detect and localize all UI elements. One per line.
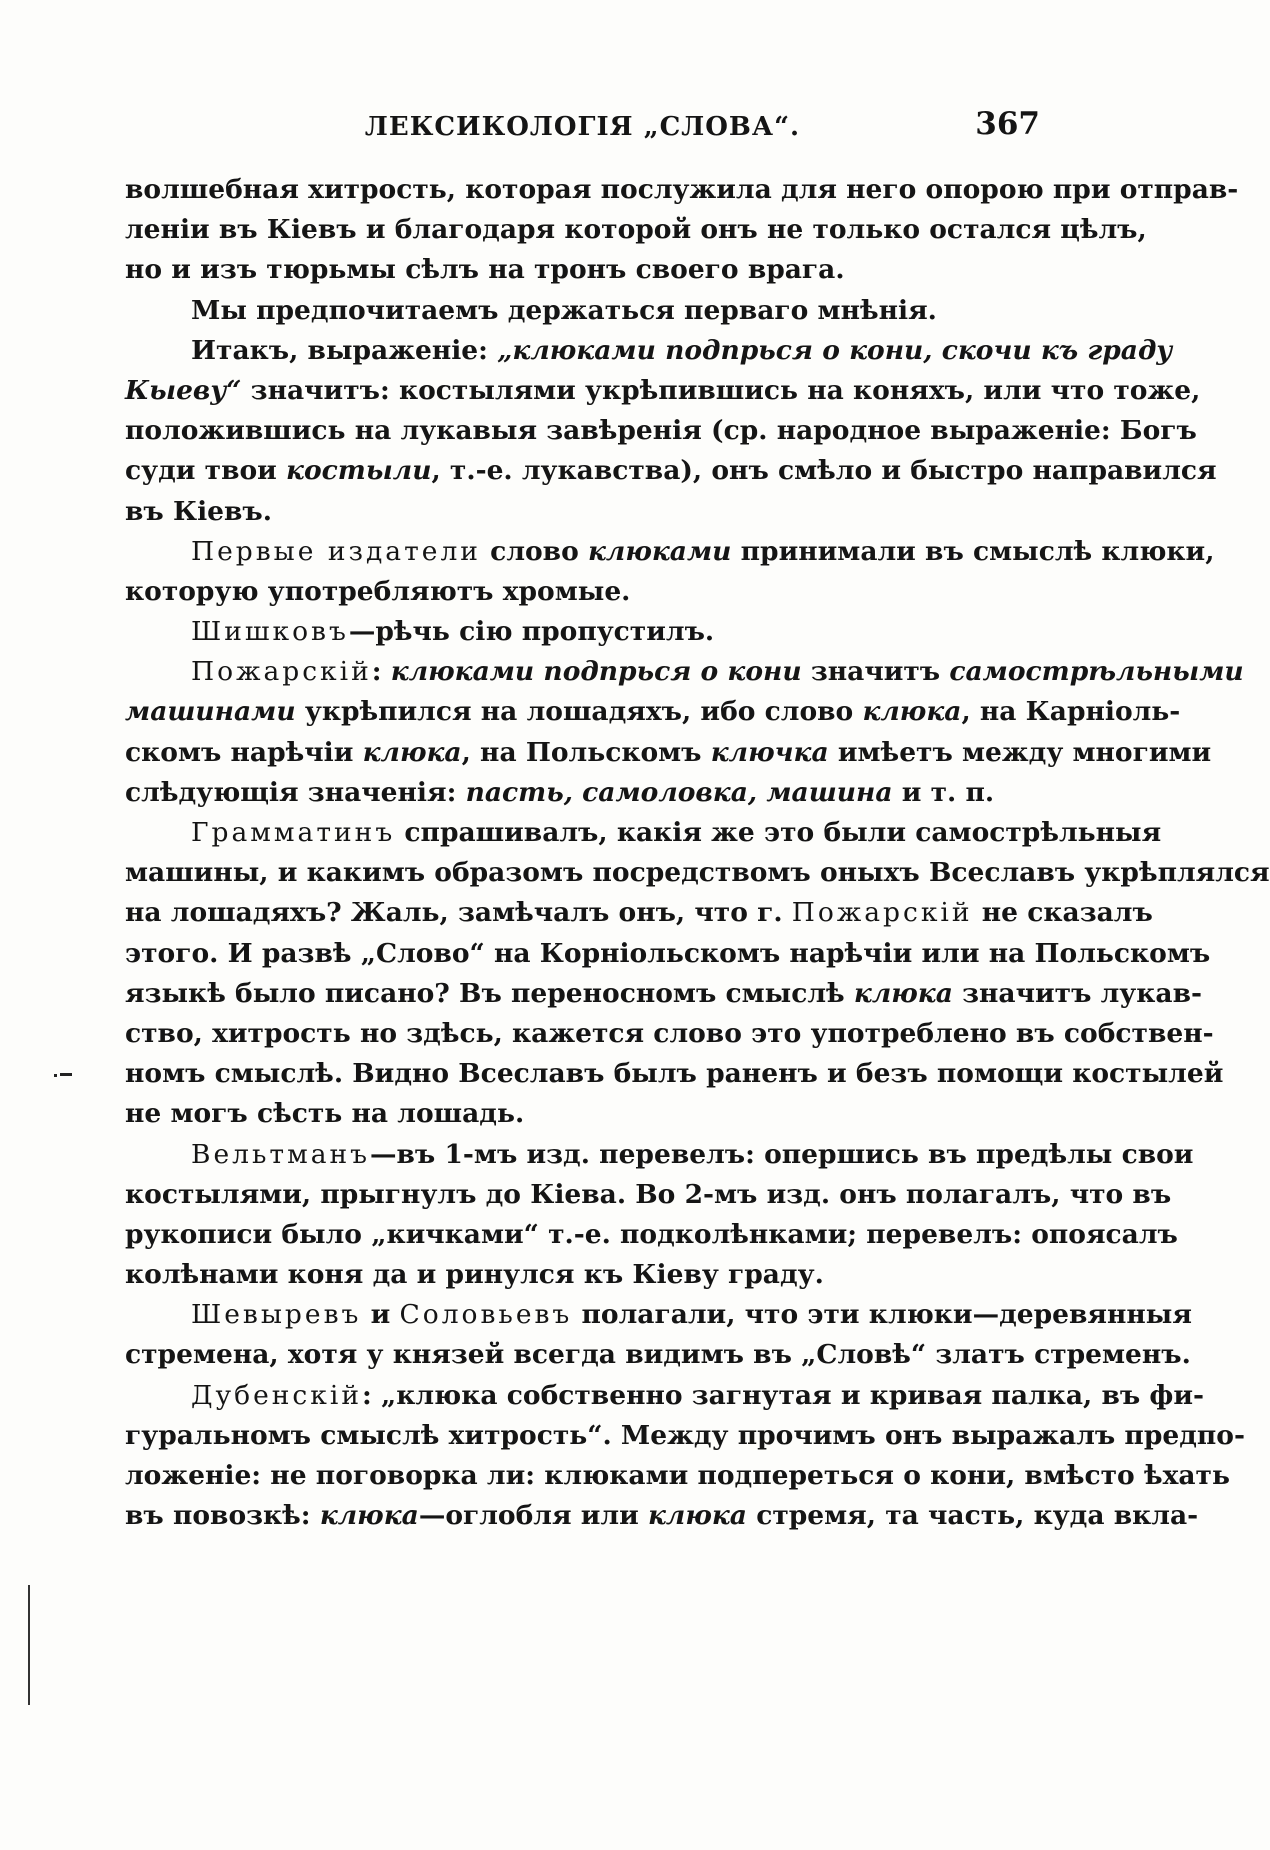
text-line: Итакъ, выраженіе: „клюками подпрься о кони, скочи къ граду: [191, 334, 1173, 366]
text-line: рукописи было „кичками“ т.-е. подколѣнками; перевелъ: опоясалъ: [125, 1218, 1178, 1250]
text-line: суди твои костыли, т.-е. лукавства), онъ смѣло и быстро направился: [125, 455, 1217, 487]
text-line: леніи въ Кіевъ и благодаря которой онъ не только остался цѣлъ,: [125, 214, 1147, 246]
text-line: на лошадяхъ? Жаль, замѣчалъ онъ, что г. Пожарскій не сказалъ: [125, 897, 1153, 929]
text-line: Дубенскій: „клюка собственно загнутая и кривая палка, въ фи-: [191, 1379, 1204, 1411]
text-line: машинами укрѣпился на лошадяхъ, ибо слово клюка, на Карніоль-: [125, 696, 1181, 728]
text-line: Шевыревъ и Соловьевъ полагали, что эти клюки—деревянныя: [191, 1299, 1192, 1331]
text-line: въ Кіевъ.: [125, 495, 272, 527]
text-line: слѣдующія значенія: пасть, самоловка, машина и т. п.: [125, 776, 995, 808]
text-line: Шишковъ—рѣчь сію пропустилъ.: [191, 616, 715, 648]
text-line: этого. И развѣ „Слово“ на Корніольскомъ нарѣчіи или на Польскомъ: [125, 937, 1211, 969]
text-line: костылями, прыгнулъ до Кіева. Во 2-мъ изд. онъ полагалъ, что въ: [125, 1178, 1172, 1210]
text-line: положившись на лукавыя завѣренія (ср. народное выраженіе: Богъ: [125, 415, 1197, 447]
text-line: въ повозкѣ: клюка—оглобля или клюка стремя, та часть, куда вкла-: [125, 1500, 1199, 1532]
text-line: не могъ сѣсть на лошадь.: [125, 1098, 525, 1130]
page-number: 367: [975, 106, 1040, 142]
text-line: но и изъ тюрьмы сѣлъ на тронъ своего врага.: [125, 254, 845, 286]
text-line: которую употребляютъ хромые.: [125, 575, 631, 607]
text-line: стремена, хотя у князей всегда видимъ въ „Словѣ“ златъ стременъ.: [125, 1339, 1191, 1371]
margin-mark-dash: [60, 1073, 72, 1076]
text-line: Вельтманъ—въ 1-мъ изд. перевелъ: опершись въ предѣлы свои: [191, 1138, 1194, 1170]
text-line: Кыеву“ значитъ: костылями укрѣпившись на коняхъ, или что тоже,: [125, 374, 1201, 406]
text-line: Мы предпочитаемъ держаться перваго мнѣнія.: [191, 294, 937, 326]
text-line: машины, и какимъ образомъ посредствомъ оныхъ Всеславъ укрѣплялся: [125, 857, 1270, 889]
margin-mark-line: [28, 1585, 30, 1705]
text-line: Пожарскій: клюками подпрься о кони значитъ самострѣльными: [191, 656, 1244, 688]
text-line: Грамматинъ спрашивалъ, какія же это были самострѣльныя: [191, 817, 1162, 848]
text-line: скомъ нарѣчіи клюка, на Польскомъ ключка имѣетъ между многими: [125, 736, 1212, 768]
margin-mark-dot: [54, 1074, 57, 1077]
text-line: ложеніе: не поговорка ли: клюками подпереться о кони, вмѣсто ѣхать: [125, 1460, 1230, 1491]
running-title: ЛЕКСИКОЛОГІЯ „СЛОВА“.: [364, 112, 801, 142]
text-line: колѣнами коня да и ринулся къ Кіеву граду.: [125, 1259, 824, 1291]
text-line: Первые издатели слово клюками принимали въ смыслѣ клюки,: [191, 535, 1215, 567]
text-line: ство, хитрость но здѣсь, кажется слово это употреблено въ собствен-: [125, 1017, 1214, 1049]
text-line: волшебная хитрость, которая послужила для него опорою при отправ-: [125, 174, 1239, 205]
text-line: языкѣ было писано? Въ переносномъ смыслѣ клюка значитъ лукав-: [125, 977, 1202, 1009]
running-head: [125, 106, 1040, 152]
text-line: гуральномъ смыслѣ хитрость“. Между прочимъ онъ выражалъ предпо-: [125, 1419, 1245, 1451]
body-text: [125, 170, 1270, 1536]
text-line: номъ смыслѣ. Видно Всеславъ былъ раненъ и безъ помощи костылей: [125, 1058, 1224, 1090]
